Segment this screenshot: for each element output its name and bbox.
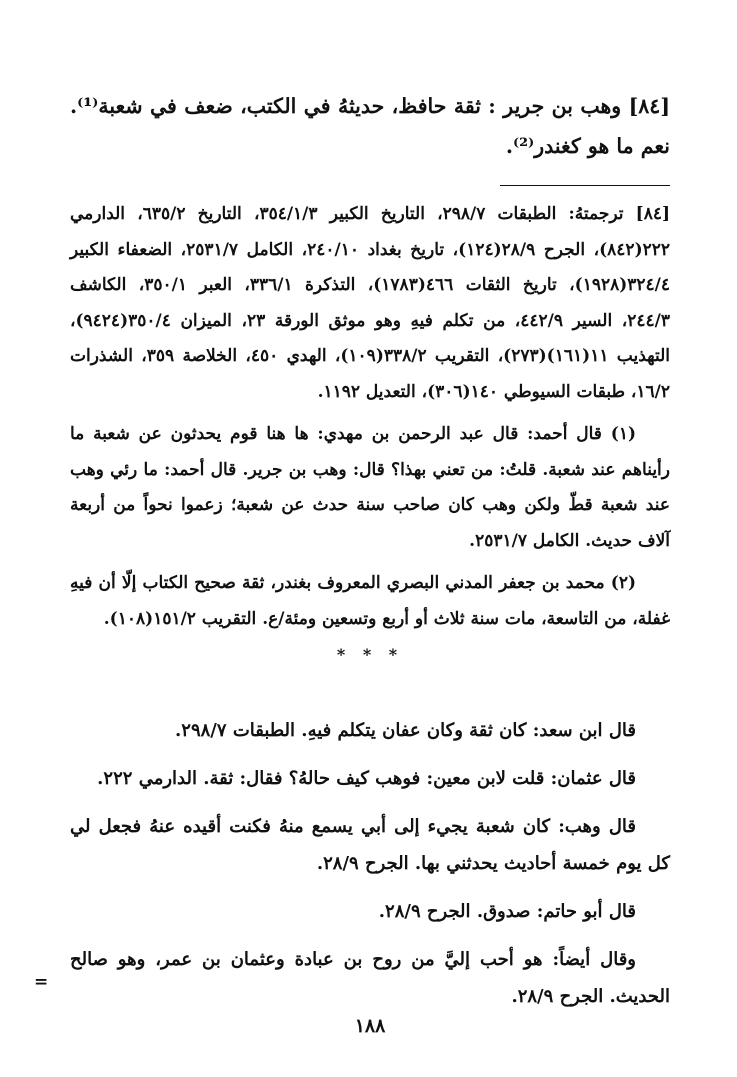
biography-references: [٨٤] ترجمتهُ: الطبقات ٢٩٨/٧، التاريخ الكبير ٣٥٤/١/٣، التاريخ ٦٣٥/٢، الدارمي ٢٢٢(٨٤٢)، الجرح ٢٨/٩(١٢٤)، تاريخ بغداد ٢٤٠/١٠، الكامل ٢٥٣١/٧، الضعفاء الكبير ٣٢٤/٤(١٩٢٨)، تاريخ الثقات ٤٦٦(١٧٨٣)، التذكرة ٣٣٦/١، العبر ٣٥٠/١، الكاشف ٢٤٤/٣، السير ٤٤٢/٩، من تكلم فيهِ وهو موثق الورقة ٢٣، الميزان ٣٥٠/٤(٩٤٢٤)، التهذيب ١١(١٦١)(٢٧٣)، التقريب ٣٣٨/٢(١٠٩)، الهدي ٤٥٠، الخلاصة ٣٥٩، الشذرات ١٦/٢، طبقات السيوطي ١٤٠(٣٠٦)، التعديل ١١٩٢. — [70, 204, 671, 402]
report-abu-hatim-also: وقال أيضاً: هو أحب إليَّ من روح بن عبادة وعثمان بن عمر، وهو صالح الحديث. الجرح ٢٨/٩. — [70, 949, 670, 1007]
margin-mark: = — [34, 972, 49, 992]
footnote-2: (٢) محمد بن جعفر المدني البصري المعروف بغندر، ثقة صحيح الكتاب إلّا أن فيهِ غفلة، من التاسعة، مات سنة ثلاث أو أربع وتسعين ومئة/ع. التقريب ١٥١/٢(١٠٨). — [70, 573, 670, 629]
report-uthman: قال عثمان: قلت لابن معين: فوهب كيف حالهُ؟ فقال: ثقة. الدارمي ٢٢٢. — [97, 768, 636, 789]
entry-number: [٨٤] — [628, 94, 671, 118]
entry-text: وهب بن جرير : ثقة حافظ، حديثهُ في الكتب، ضعف في شعبة⁽¹⁾. نعم ما هو كغندر⁽²⁾. — [70, 94, 670, 158]
footnote-separator-rule — [500, 185, 670, 186]
page-number: ١٨٨ — [354, 1015, 386, 1037]
reports-section — [70, 712, 670, 1026]
report-wahb: قال وهب: كان شعبة يجيء إلى أبي يسمع منهُ فكنت أقيده عنهُ فجعل لي كل يوم خمسة أحاديث يحدثني بها. الجرح ٢٨/٩. — [70, 816, 670, 874]
report-abu-hatim: قال أبو حاتم: صدوق. الجرح ٢٨/٩. — [378, 901, 636, 922]
section-separator-stars: * * * — [336, 645, 404, 664]
report-ibn-saad: قال ابن سعد: كان ثقة وكان عفان يتكلم فيهِ. الطبقات ٢٩٨/٧. — [175, 720, 636, 741]
footnotes-section — [70, 197, 670, 680]
footnote-1: (١) قال أحمد: قال عبد الرحمن بن مهدي: ها هنا قوم يحدثون عن شعبة ما رأيناهم عند شعبة. قلتُ: من تعني بهذا؟ قال: وهب بن جرير. قال أحمد: ما رئي وهب عند شعبة قطّ ولكن وهب كان صاحب سنة حدث عن شعبة؛ زعموا نحواً من أربعة آلاف حديث. الكامل ٢٥٣١/٧. — [70, 424, 670, 551]
narrator-entry — [70, 86, 670, 166]
book-page — [70, 0, 670, 1077]
